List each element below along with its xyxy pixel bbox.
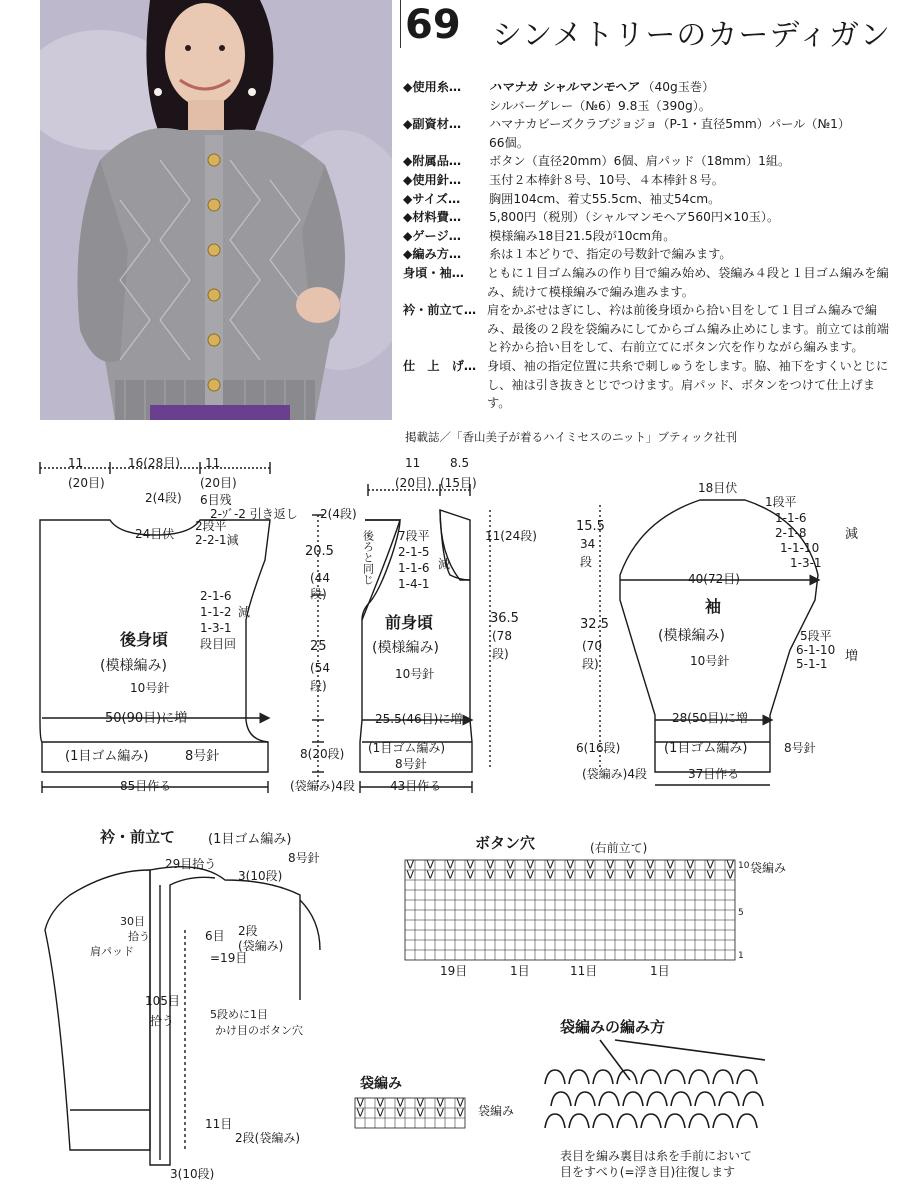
slip-stitch-mark: V bbox=[686, 868, 695, 882]
front-neck-shape: 2-1-5 bbox=[398, 545, 430, 559]
knit-loop bbox=[695, 1092, 715, 1106]
spec-label: ◆材料費… bbox=[403, 210, 462, 225]
back-top-dim: 11 bbox=[68, 456, 84, 470]
knit-loop bbox=[569, 1070, 589, 1084]
sleeve-needle: 10号針 bbox=[690, 654, 730, 668]
knit-loop bbox=[737, 1070, 757, 1084]
back-len-rows: (54 bbox=[310, 661, 330, 675]
collar-bag: (袋編み) bbox=[238, 939, 284, 953]
instr-text: 肩をかぶせはぎにし、衿は前後身頃から拾い目をして１目ゴム編みで編み、最後の２段を袋編みにしてからゴム編み止めにします。前立ては前端と衿から拾い目をして、右前立てにボタン穴を作りながら編みます。 bbox=[487, 303, 889, 355]
front-rib-needle: 8号針 bbox=[395, 757, 427, 771]
slip-stitch-mark: V bbox=[706, 868, 715, 882]
slip-stitch-mark: V bbox=[526, 868, 535, 882]
bh-bag: 袋編み bbox=[750, 861, 787, 875]
back-width: 50(90目)に増 bbox=[105, 711, 188, 726]
back-top-sts: (20目) bbox=[68, 476, 105, 490]
front-needle: 10号針 bbox=[395, 667, 435, 681]
front-dec: 減 bbox=[438, 557, 451, 571]
knit-loop bbox=[665, 1070, 685, 1084]
collar-bottom: 3(10段) bbox=[170, 1167, 215, 1181]
back-armhole-note: 段目回 bbox=[200, 637, 237, 651]
sleeve-inc: 5-1-1 bbox=[796, 657, 828, 671]
bh-row-label: 10 bbox=[738, 861, 750, 871]
slip-stitch-mark: V bbox=[426, 858, 435, 872]
collar-pick: 29目拾う bbox=[165, 857, 217, 871]
howto-title: 袋編みの編み方 bbox=[560, 1018, 666, 1036]
back-bindoff: 24目伏 bbox=[135, 527, 175, 541]
knit-loop bbox=[665, 1114, 685, 1128]
knit-loop bbox=[545, 1114, 565, 1128]
spec-label: ◆使用針… bbox=[403, 172, 462, 187]
sleeve-rib-len: 6(16段) bbox=[576, 741, 621, 755]
bh-width: 11目 bbox=[570, 964, 598, 978]
back-shoulder: 2-ｿﾞ-2 引き返し bbox=[210, 507, 298, 521]
slip-stitch-mark: V bbox=[416, 1106, 425, 1120]
spec-line: シルバーグレー（№6）9.8玉（390g）。 bbox=[489, 98, 711, 113]
collar-buttonhole: かけ目のボタン穴 bbox=[215, 1024, 303, 1037]
knit-loop bbox=[545, 1070, 565, 1084]
back-armhole: 1-3-1 bbox=[200, 621, 232, 635]
spec-label: ◆副資材… bbox=[403, 117, 462, 132]
collar-buttonhole: 5段めに1目 bbox=[210, 1008, 268, 1021]
front-same: 後ろと同じ bbox=[361, 530, 375, 585]
back-caston: 85目作る bbox=[120, 779, 172, 793]
yarn-brand: ハマナカ シャルマンモヘア bbox=[489, 80, 639, 94]
front-top-sts: (15目) bbox=[440, 476, 477, 490]
back-armhole: 2-1-6 bbox=[200, 589, 232, 603]
back-neck: 2(4段) bbox=[145, 491, 182, 505]
slip-stitch-mark: V bbox=[566, 868, 575, 882]
spec-line: ボタン（直径20mm）6個、肩パッド（18mm）1組。 bbox=[489, 154, 791, 169]
back-name: 後身頃 bbox=[120, 630, 169, 649]
slip-stitch-mark: V bbox=[726, 868, 735, 882]
slip-stitch-mark: V bbox=[376, 1096, 385, 1110]
bh-row-label: 1 bbox=[738, 951, 744, 961]
collar-front-pick: 105目 bbox=[145, 994, 180, 1008]
bh-subtitle: (右前立て) bbox=[590, 841, 648, 855]
front-rib: (1目ゴム編み) bbox=[368, 741, 445, 755]
front-top-dim: 11 bbox=[405, 456, 421, 470]
knit-loop bbox=[593, 1070, 613, 1084]
knit-loop bbox=[647, 1092, 667, 1106]
spec-line: 5,800円（税別）（シャルマンモヘア560円×10玉）。 bbox=[489, 210, 780, 225]
spec-line: ハマナカビーズクラブジョジョ（P-1・直径5mm）パール（№1） bbox=[489, 117, 851, 132]
sleeve-caston: 37目作る bbox=[688, 767, 740, 781]
spec-line: 糸は１本どりで、指定の号数針で編みます。 bbox=[489, 247, 732, 262]
knit-loop bbox=[641, 1114, 661, 1128]
knit-loop bbox=[623, 1092, 643, 1106]
knit-loop bbox=[599, 1092, 619, 1106]
slip-stitch-mark: V bbox=[436, 1106, 445, 1120]
knit-loop bbox=[641, 1070, 661, 1084]
howto-illustration bbox=[545, 1040, 765, 1128]
back-neck-rest: 6目残 bbox=[200, 493, 232, 507]
sleeve-name: 袖 bbox=[705, 597, 722, 616]
back-top-dim: 11 bbox=[205, 456, 221, 470]
sleeve-inc: 5段平 bbox=[800, 629, 832, 643]
knit-loop bbox=[713, 1070, 733, 1084]
slip-stitch-mark: V bbox=[506, 858, 515, 872]
slip-stitch-mark: V bbox=[356, 1096, 365, 1110]
bag-small-label: 袋編み bbox=[478, 1104, 515, 1118]
sleeve-width: 40(72目) bbox=[688, 572, 740, 586]
sleeve-cuff-width: 28(50目)に増 bbox=[672, 711, 748, 725]
back-top-sts: (20目) bbox=[200, 476, 237, 490]
slip-stitch-mark: V bbox=[376, 1106, 385, 1120]
slip-stitch-mark: V bbox=[546, 858, 555, 872]
collar-bag2: 2段(袋編み) bbox=[235, 1131, 300, 1145]
pattern-number: 69 bbox=[405, 2, 461, 48]
sleeve-rib: (1目ゴム編み) bbox=[664, 741, 748, 756]
front-neck-shape: 1-4-1 bbox=[398, 577, 430, 591]
front-name: 前身頃 bbox=[385, 613, 434, 632]
sleeve-cap-rows: 34 bbox=[580, 537, 596, 551]
slip-stitch-mark: V bbox=[506, 868, 515, 882]
knit-loop bbox=[743, 1092, 763, 1106]
sleeve-cap: 1-1-10 bbox=[780, 541, 820, 555]
slip-stitch-mark: V bbox=[526, 858, 535, 872]
knit-loop bbox=[551, 1092, 571, 1106]
sleeve-pattern: (模様編み) bbox=[658, 628, 725, 644]
front-total: 36.5 bbox=[490, 611, 519, 626]
collar-needle: 8号針 bbox=[288, 851, 320, 865]
bag-small-title: 袋編み bbox=[360, 1076, 402, 1092]
spec-label: ◆編み方… bbox=[403, 247, 462, 262]
slip-stitch-mark: V bbox=[686, 858, 695, 872]
bh-title: ボタン穴 bbox=[475, 834, 536, 852]
slip-stitch-mark: V bbox=[426, 868, 435, 882]
back-len-rows: 段) bbox=[310, 587, 327, 601]
back-len-rows: (44 bbox=[310, 571, 330, 585]
sleeve-cap: 1段平 bbox=[765, 495, 797, 509]
sleeve-inc: 6-1-10 bbox=[796, 643, 836, 657]
slip-stitch-mark: V bbox=[416, 1096, 425, 1110]
back-rib-len: 8(20段) bbox=[300, 747, 345, 761]
slip-stitch-mark: V bbox=[666, 868, 675, 882]
sleeve-cap: 2-1-8 bbox=[775, 526, 807, 540]
bh-width: 19目 bbox=[440, 964, 468, 978]
slip-stitch-mark: V bbox=[396, 1106, 405, 1120]
knit-loop bbox=[617, 1114, 637, 1128]
collar-title: 衿・前立て bbox=[100, 828, 176, 846]
slip-stitch-mark: V bbox=[486, 858, 495, 872]
source-credit: 掲載誌／「香山美子が着るハイミセスのニット」ブティック社刊 bbox=[405, 430, 738, 444]
back-shape: 2-2-1減 bbox=[195, 533, 239, 547]
knit-loop bbox=[671, 1092, 691, 1106]
front-neck-shape: 1-1-6 bbox=[398, 561, 430, 575]
knit-loop bbox=[593, 1114, 613, 1128]
slip-stitch-mark: V bbox=[646, 858, 655, 872]
collar-side-pick: 拾う bbox=[128, 930, 150, 943]
knit-loop bbox=[713, 1114, 733, 1128]
back-rib: (1目ゴム編み) bbox=[65, 749, 149, 764]
slip-stitch-mark: V bbox=[436, 1096, 445, 1110]
slip-stitch-mark: V bbox=[486, 868, 495, 882]
spec-line: （40g玉巻） bbox=[642, 80, 715, 94]
bag-chart-small bbox=[355, 1098, 465, 1128]
collar-subtitle: (1目ゴム編み) bbox=[208, 832, 292, 847]
bh-width: 1目 bbox=[650, 964, 670, 978]
back-len-rows: 段) bbox=[310, 679, 327, 693]
spec-line: 模様編み18目21.5段が10cm角。 bbox=[489, 228, 676, 243]
back-rib-needle: 8号針 bbox=[185, 749, 220, 764]
instr-text: ともに１目ゴム編みの作り目で編み始め、袋編み４段と１目ゴム編みを編み、続けて模様編みで編み進みます。 bbox=[487, 265, 889, 299]
sleeve-rib-needle: 8号針 bbox=[784, 741, 816, 755]
collar-six: 6目 bbox=[205, 929, 225, 943]
front-total-rows: (78 bbox=[492, 629, 512, 643]
slip-stitch-mark: V bbox=[466, 868, 475, 882]
front-caston: 43目作る bbox=[390, 779, 442, 793]
knit-loop bbox=[719, 1092, 739, 1106]
slip-stitch-mark: V bbox=[456, 1106, 465, 1120]
sleeve-len-rows: 段) bbox=[582, 657, 599, 671]
back-shoulder-rows: 2(4段) bbox=[320, 507, 357, 521]
slip-stitch-mark: V bbox=[466, 858, 475, 872]
bh-row-label: 5 bbox=[738, 908, 744, 918]
knit-loop bbox=[575, 1092, 595, 1106]
slip-stitch-mark: V bbox=[726, 858, 735, 872]
front-width: 25.5(46目)に増 bbox=[375, 712, 463, 726]
slip-stitch-mark: V bbox=[646, 868, 655, 882]
back-dec: 減 bbox=[238, 605, 251, 619]
howto-note: 表目を編み裏目は糸を手前において bbox=[560, 1149, 753, 1163]
back-shape: 2段平 bbox=[195, 519, 227, 533]
slip-stitch-mark: V bbox=[406, 858, 415, 872]
back-armhole: 1-1-2 bbox=[200, 605, 232, 619]
spec-label: ◆使用糸… bbox=[403, 80, 462, 94]
front-neck-shape: 7段平 bbox=[398, 529, 430, 543]
slip-stitch-mark: V bbox=[446, 858, 455, 872]
knit-loop bbox=[569, 1114, 589, 1128]
slip-stitch-mark: V bbox=[606, 868, 615, 882]
slip-stitch-mark: V bbox=[566, 858, 575, 872]
spec-label: ◆ゲージ… bbox=[403, 228, 461, 243]
back-len: 25 bbox=[310, 639, 327, 654]
collar-bag: 2段 bbox=[238, 924, 258, 938]
collar-body bbox=[45, 870, 150, 1150]
back-top-dim: 16(28目) bbox=[128, 456, 180, 470]
collar-rows: 3(10段) bbox=[238, 869, 283, 883]
knit-loop bbox=[689, 1114, 709, 1128]
collar-eleven: 11目 bbox=[205, 1117, 233, 1131]
slip-stitch-mark: V bbox=[446, 868, 455, 882]
slip-stitch-mark: V bbox=[356, 1106, 365, 1120]
sleeve-cap: 1-1-6 bbox=[775, 511, 807, 525]
slip-stitch-mark: V bbox=[396, 1096, 405, 1110]
sleeve-len-rows: (70 bbox=[582, 639, 602, 653]
collar-shoulder-pad: 肩パッド bbox=[90, 945, 134, 958]
knit-loop bbox=[737, 1114, 757, 1128]
spec-label: ◆附属品… bbox=[403, 154, 462, 169]
sleeve-cap-h: 15.5 bbox=[576, 519, 605, 534]
front-total-rows: 段) bbox=[492, 647, 509, 661]
collar-eq19: =19目 bbox=[210, 951, 248, 965]
slip-stitch-mark: V bbox=[546, 868, 555, 882]
collar-side-pick: 30目 bbox=[120, 915, 145, 928]
howto-note: 目をすべり(=浮き目)往復します bbox=[560, 1165, 736, 1179]
bh-width: 1目 bbox=[510, 964, 530, 978]
sleeve-cap-rows: 段 bbox=[580, 555, 593, 569]
instr-label: 身頃・袖… bbox=[403, 265, 464, 280]
back-needle: 10号針 bbox=[130, 681, 170, 695]
front-top-dim: 8.5 bbox=[450, 456, 470, 470]
back-bag: (袋編み)4段 bbox=[290, 779, 355, 793]
sleeve-len: 32.5 bbox=[580, 617, 609, 632]
spec-line: 66個。 bbox=[489, 135, 529, 150]
slip-stitch-mark: V bbox=[586, 858, 595, 872]
slip-stitch-mark: V bbox=[666, 858, 675, 872]
spec-line: 玉付２本棒針８号、10号、４本棒針８号。 bbox=[489, 172, 724, 187]
slip-stitch-mark: V bbox=[406, 868, 415, 882]
sleeve-inc-label: 増 bbox=[845, 649, 859, 664]
sleeve-cap: 1-3-1 bbox=[790, 556, 822, 570]
instr-label: 衿・前立て… bbox=[403, 303, 477, 318]
sleeve-dec: 減 bbox=[845, 527, 859, 542]
back-pattern: (模様編み) bbox=[100, 658, 167, 674]
sleeve-cap-top: 18目伏 bbox=[698, 481, 738, 495]
front-pattern: (模様編み) bbox=[372, 640, 439, 656]
instr-text: 身頃、袖の指定位置に共糸で刺しゅうをします。脇、袖下をすくいとじにし、袖は引き抜きとじでつけます。肩パッド、ボタンをつけて仕上げます。 bbox=[487, 358, 889, 411]
sleeve-bag: (袋編み)4段 bbox=[582, 767, 647, 781]
back-len: 20.5 bbox=[305, 544, 334, 559]
instr-label: 仕 上 げ… bbox=[403, 358, 477, 373]
slip-stitch-mark: V bbox=[586, 868, 595, 882]
spec-label: ◆サイズ… bbox=[403, 191, 461, 206]
collar-front-pick: 拾う bbox=[150, 1014, 175, 1028]
pattern-title: シンメトリーのカーディガン bbox=[492, 18, 891, 53]
slip-stitch-mark: V bbox=[706, 858, 715, 872]
slip-stitch-mark: V bbox=[606, 858, 615, 872]
front-top-sts: (20目) bbox=[395, 476, 432, 490]
slip-stitch-mark: V bbox=[626, 868, 635, 882]
knit-loop bbox=[689, 1070, 709, 1084]
front-neck-len: 11(24段) bbox=[485, 529, 537, 543]
spec-line: 胸囲104cm、着丈55.5cm、袖丈54cm。 bbox=[489, 191, 721, 206]
slip-stitch-mark: V bbox=[626, 858, 635, 872]
slip-stitch-mark: V bbox=[456, 1096, 465, 1110]
